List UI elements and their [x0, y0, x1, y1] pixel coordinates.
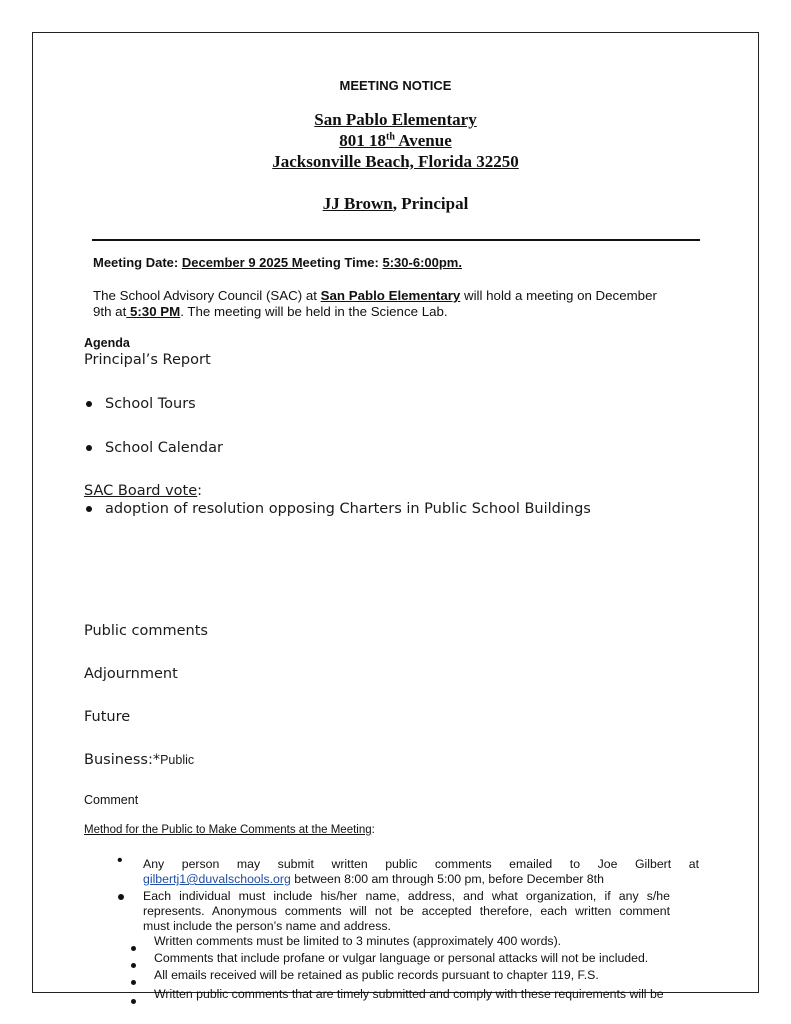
bullet: [131, 938, 136, 956]
school-name: San Pablo Elementary: [314, 110, 477, 129]
bullet: [131, 972, 136, 990]
principal-line: JJ Brown, Principal: [322, 194, 469, 213]
method-heading: Method for the Public to Make Comments at the Meeting:: [84, 824, 375, 836]
agenda-item-school-tours: School Tours: [86, 396, 196, 412]
method-item-2-line2: represents. Anonymous comments will not be accepted therefore, each written comment: [143, 904, 670, 918]
bullet: •: [117, 852, 123, 869]
method-item-5: All emails received will be retained as public records pursuant to chapter 119, F.S.: [154, 968, 599, 982]
meeting-description-line1: The School Advisory Council (SAC) at San Pablo Elementary will hold a meeting on December: [93, 288, 657, 303]
method-item-4: Comments that include profane or vulgar language or personal attacks will not be included.: [154, 951, 649, 965]
school-address: 801 18th Avenue: [339, 131, 452, 150]
notice-title: MEETING NOTICE: [339, 78, 452, 93]
public-comments: Public comments: [84, 623, 208, 639]
future: Future: [84, 709, 131, 725]
divider: [92, 239, 700, 241]
principal-report: Principal’s Report: [84, 352, 211, 368]
adjournment: Adjournment: [84, 666, 178, 682]
email-link[interactable]: gilbertj1@duvalschools.org: [143, 872, 291, 886]
method-item-3: Written comments must be limited to 3 minutes (approximately 400 words).: [154, 934, 562, 948]
meeting-date-time: Meeting Date: December 9 2025 Meeting Time: 5:30-6:00pm.: [93, 255, 462, 270]
comment: Comment: [84, 793, 139, 807]
meeting-description-line2: 9th at 5:30 PM. The meeting will be held in the Science Lab.: [93, 304, 448, 319]
school-city: Jacksonville Beach, Florida 32250: [272, 152, 519, 171]
bullet: [118, 887, 124, 905]
business: Business:*Public: [84, 752, 195, 768]
sac-board-vote: SAC Board vote:: [84, 483, 203, 499]
method-item-1-line1: Any person may submit written public comments emailed to Joe Gilbert at: [143, 857, 699, 871]
method-item-2-line1: Each individual must include his/her name, address, and what organization, if any s/he: [143, 889, 670, 903]
board-vote-item: adoption of resolution opposing Charters in Public School Buildings: [86, 501, 591, 517]
bullet: [131, 991, 136, 1009]
method-item-2-line3: must include the person’s name and address.: [143, 919, 391, 933]
agenda-item-school-calendar: School Calendar: [86, 440, 223, 456]
agenda-heading: Agenda: [84, 336, 130, 350]
bullet: [131, 955, 136, 973]
method-item-6: Written public comments that are timely submitted and comply with these requirements will be: [154, 987, 664, 1001]
method-item-1-line2: gilbertj1@duvalschools.org between 8:00 am through 5:00 pm, before December 8th: [143, 872, 604, 886]
